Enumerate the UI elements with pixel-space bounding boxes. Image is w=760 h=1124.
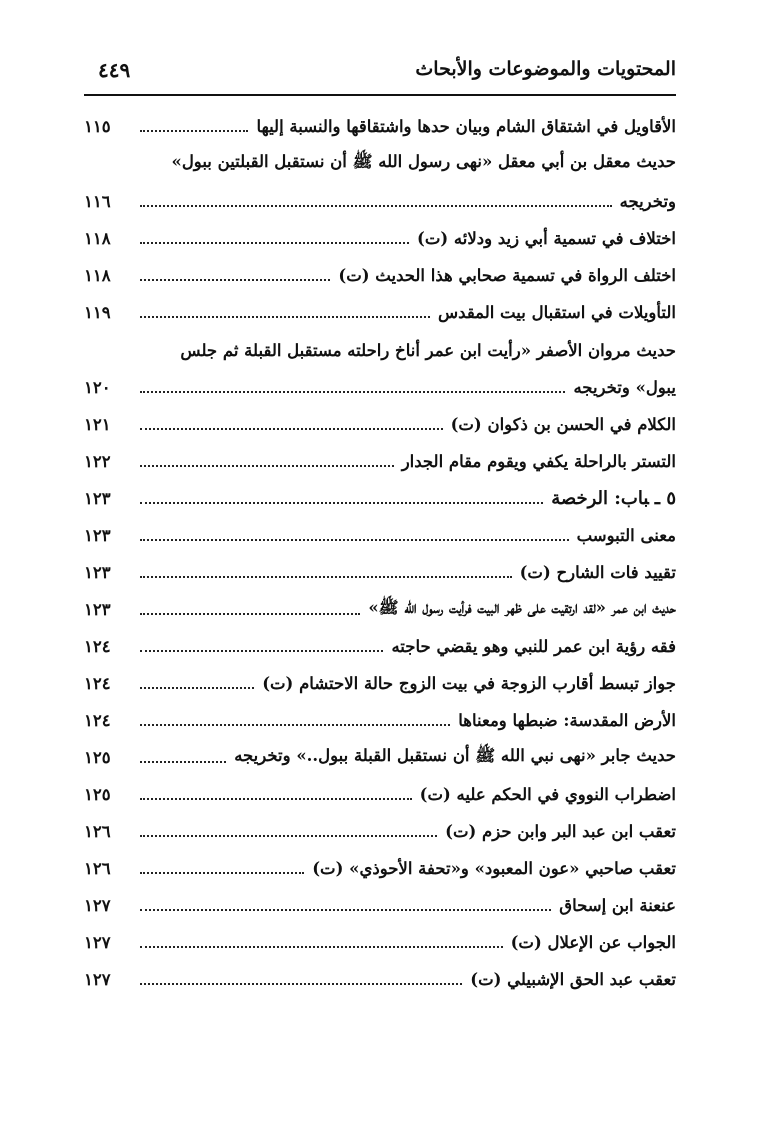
toc-entry <box>84 739 676 776</box>
toc-entry-text: عنعنة ابن إسحاق <box>559 896 676 915</box>
toc-page-number: ١٢٦ <box>84 859 111 878</box>
toc-entry-text: الكلام في الحسن بن ذكوان (ت) <box>450 415 676 434</box>
page-header <box>84 54 676 96</box>
table-of-contents <box>84 108 676 998</box>
toc-section-text <box>551 488 676 509</box>
toc-entry-text: اختلاف في تسمية أبي زيد ودلائه (ت) <box>417 229 676 248</box>
toc-entry <box>84 924 676 961</box>
toc-entry-line1: حديث معقل بن أبي معقل «نهى رسول الله ﷺ أن نستقبل القبلتين ببول» <box>171 152 676 171</box>
toc-page-number: ١١٥ <box>84 117 111 136</box>
toc-entry <box>84 294 676 331</box>
toc-entry-text: التأويلات في استقبال بيت المقدس <box>438 303 676 322</box>
dot-leader <box>140 278 330 281</box>
toc-entry <box>84 665 676 702</box>
toc-entry <box>84 961 676 998</box>
toc-page-number: ١٢٦ <box>84 822 111 841</box>
toc-entry <box>84 517 676 554</box>
toc-page-number: ١٢٤ <box>84 637 111 656</box>
dot-leader <box>140 908 551 911</box>
toc-entry <box>84 554 676 591</box>
toc-page-number: ١٢٣ <box>84 563 111 582</box>
toc-entry <box>84 702 676 739</box>
toc-entry-text: تعقب صاحبي «عون المعبود» و«تحفة الأحوذي» (ت) <box>312 859 676 878</box>
toc-entry <box>84 850 676 887</box>
toc-page-number: ١٢٣ <box>84 489 111 508</box>
dot-leader <box>140 204 612 207</box>
header-title: المحتويات والموضوعات والأبحاث <box>415 58 676 80</box>
toc-page-number: ١٢١ <box>84 415 111 434</box>
toc-page-number: ١٢٧ <box>84 933 111 952</box>
toc-entry <box>84 108 676 145</box>
toc-entry-text: تعقب ابن عبد البر وابن حزم (ت) <box>445 822 676 841</box>
toc-entry-text: حديث جابر «نهى نبي الله ﷺ أن نستقبل القبلة ببول..» وتخريجه <box>234 745 676 765</box>
toc-entry-line1: حديث مروان الأصفر «رأيت ابن عمر أناخ راحلته مستقبل القبلة ثم جلس <box>180 340 676 360</box>
toc-entry <box>84 406 676 443</box>
toc-entry-text: حديث ابن عمر «لقد ارتقيت على ظهر البيت فرأيت رسول الله ﷺ» <box>368 597 676 617</box>
toc-page-number: ١٢٣ <box>84 600 111 619</box>
dot-leader <box>140 612 360 615</box>
toc-entry-text: الجواب عن الإعلال (ت) <box>510 933 676 952</box>
dot-leader <box>140 129 248 132</box>
toc-entry <box>84 443 676 480</box>
toc-page-number: ١١٨ <box>84 229 111 248</box>
dot-leader <box>140 538 569 541</box>
dot-leader <box>140 575 512 578</box>
toc-entry <box>84 183 676 220</box>
toc-entry-text: معنى التبوسب <box>576 526 676 545</box>
toc-entry-text: تقييد فات الشارح (ت) <box>519 563 676 582</box>
toc-entry <box>84 257 676 294</box>
toc-entry <box>84 369 676 406</box>
toc-page-number: ١١٩ <box>84 303 111 322</box>
dot-leader <box>140 501 543 504</box>
toc-entry <box>84 776 676 813</box>
section-title: باب: الرخصة <box>551 488 649 509</box>
toc-entry-text: التستر بالراحلة يكفي ويقوم مقام الجدار <box>401 452 676 471</box>
dot-leader <box>140 834 437 837</box>
toc-page-number: ١٢٥ <box>84 785 111 804</box>
toc-entry-text: الأرض المقدسة: ضبطها ومعناها <box>458 711 676 730</box>
dot-leader <box>140 464 394 467</box>
toc-entry-text: تعقب عبد الحق الإشبيلي (ت) <box>470 970 676 989</box>
dot-leader <box>140 797 412 800</box>
toc-entry-text: اضطراب النووي في الحكم عليه (ت) <box>419 785 676 804</box>
dot-leader <box>140 686 254 689</box>
dot-leader <box>140 241 409 244</box>
toc-page-number: ١٢٧ <box>84 896 111 915</box>
toc-page-number: ١٢٣ <box>84 526 111 545</box>
toc-page-number: ١١٦ <box>84 192 111 211</box>
dot-leader <box>140 945 503 948</box>
toc-entry-text: اختلف الرواة في تسمية صحابي هذا الحديث (ت) <box>338 266 676 285</box>
dot-leader <box>140 315 430 318</box>
toc-entry <box>84 591 676 628</box>
dot-leader <box>140 760 226 763</box>
dot-leader <box>140 723 450 726</box>
toc-page-number: ١٢٢ <box>84 452 111 471</box>
dot-leader <box>140 390 565 393</box>
toc-page-number: ١٢٧ <box>84 970 111 989</box>
toc-entry <box>84 628 676 665</box>
section-number: ٥ ـ <box>654 488 676 509</box>
toc-page-number: ١٢٥ <box>84 748 111 767</box>
toc-page-number: ١٢٤ <box>84 674 111 693</box>
toc-page-number: ١١٨ <box>84 266 111 285</box>
toc-entry <box>84 220 676 257</box>
dot-leader <box>140 649 383 652</box>
toc-entry <box>84 887 676 924</box>
dot-leader <box>140 982 462 985</box>
toc-page-number: ١٢٤ <box>84 711 111 730</box>
header-page-number: ٤٤٩ <box>98 58 131 82</box>
toc-entry-text: الأقاويل في اشتقاق الشام وبيان حدها واشتقاقها والنسبة إليها <box>256 117 676 136</box>
toc-entry-text: فقه رؤية ابن عمر للنبي وهو يقضي حاجته <box>391 637 676 656</box>
toc-page-number: ١٢٠ <box>84 378 111 397</box>
dot-leader <box>140 427 443 430</box>
toc-entry-text: جواز تبسط أقارب الزوجة في بيت الزوج حالة الاحتشام (ت) <box>262 674 676 693</box>
toc-entry-text: يبول» وتخريجه <box>573 378 676 397</box>
dot-leader <box>140 871 304 874</box>
toc-section-heading <box>84 480 676 517</box>
toc-entry-text: وتخريجه <box>619 192 676 211</box>
toc-entry <box>84 813 676 850</box>
